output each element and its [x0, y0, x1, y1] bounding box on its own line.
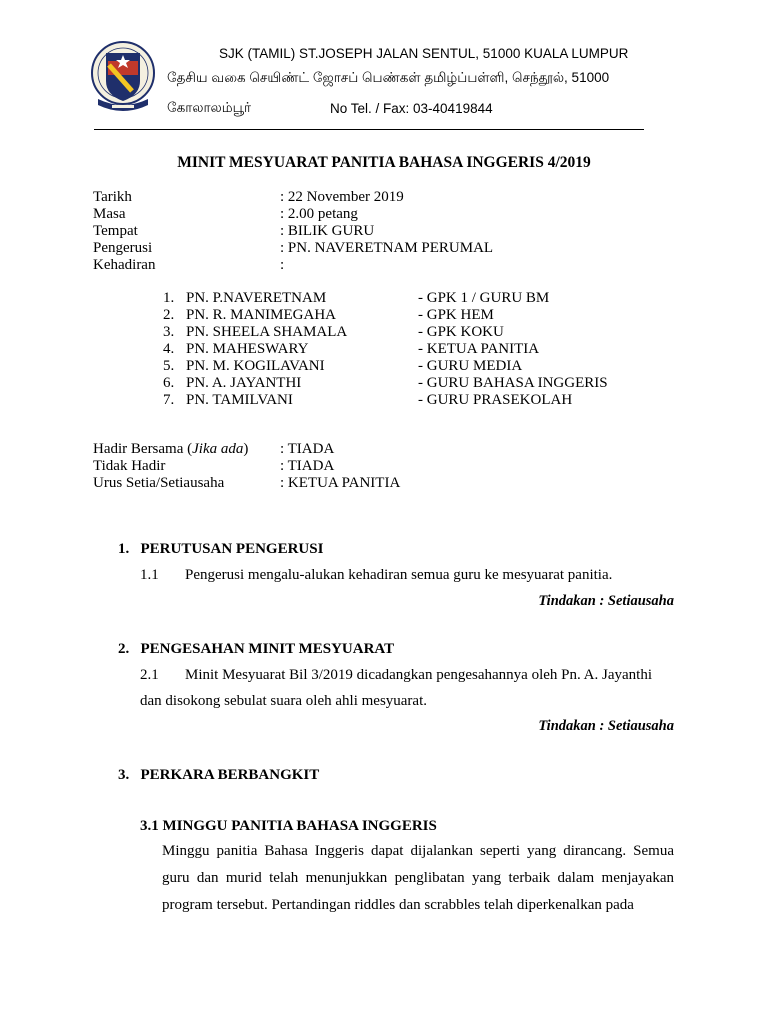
meta-value: : PN. NAVERETNAM PERUMAL — [280, 240, 494, 256]
meta-label: Kehadiran — [93, 257, 156, 273]
item-number: 6. — [163, 375, 175, 391]
subsection-heading: 3.1 MINGGU PANITIA BAHASA INGGERIS — [140, 818, 437, 834]
school-city-tamil: கோலாலம்பூர் — [167, 100, 252, 115]
meta-value: : TIADA — [280, 458, 335, 474]
school-crest-icon — [88, 35, 158, 119]
attendee-name: PN. MAHESWARY — [186, 341, 309, 357]
meta-label: Urus Setia/Setiausaha — [93, 475, 225, 491]
item-number: 2.1 — [140, 667, 159, 683]
meta-label: Pengerusi — [93, 240, 153, 256]
attendee-role: - GPK 1 / GURU BM — [418, 290, 550, 306]
attendee-role: - GURU MEDIA — [418, 358, 523, 374]
school-crest-logo — [88, 35, 158, 119]
label-italic-text: Jika ada — [192, 441, 244, 457]
document-title: MINIT MESYUARAT PANITIA BAHASA INGGERIS 4/2019 — [177, 154, 591, 171]
meta-value: : KETUA PANITIA — [280, 475, 401, 491]
attendee-role: - KETUA PANITIA — [418, 341, 540, 357]
action-note: Tindakan : Setiausaha — [538, 593, 674, 609]
item-number: 4. — [163, 341, 175, 357]
item-number: 1.1 — [140, 567, 159, 583]
item-number: 7. — [163, 392, 175, 408]
meta-value: : BILIK GURU — [280, 223, 375, 239]
attendee-name: PN. R. MANIMEGAHA — [186, 307, 337, 323]
label-text: Hadir Bersama ( — [93, 441, 193, 457]
meta-label: Masa — [93, 206, 126, 222]
attendee-name: PN. M. KOGILAVANI — [186, 358, 325, 374]
meta-label: Tarikh — [93, 189, 132, 205]
attendee-name: PN. A. JAYANTHI — [186, 375, 302, 391]
section-heading: 1. PERUTUSAN PENGERUSI — [118, 541, 324, 557]
meta-value: : 22 November 2019 — [280, 189, 404, 205]
section-heading: 3. PERKARA BERBANGKIT — [118, 767, 320, 783]
meta-value: : 2.00 petang — [280, 206, 358, 222]
attendee-name: PN. SHEELA SHAMALA — [186, 324, 348, 340]
label-text: ) — [243, 441, 249, 457]
attendee-role: - GURU PRASEKOLAH — [418, 392, 573, 408]
item-number: 2. — [163, 307, 175, 323]
attendee-role: - GURU BAHASA INGGERIS — [418, 375, 608, 391]
meta-label: Tempat — [93, 223, 138, 239]
attendee-role: - GPK KOKU — [418, 324, 504, 340]
section-heading: 2. PENGESAHAN MINIT MESYUARAT — [118, 641, 395, 657]
meta-value: : — [280, 257, 285, 273]
header-divider — [94, 129, 644, 130]
action-note: Tindakan : Setiausaha — [538, 718, 674, 734]
school-name-english: SJK (TAMIL) ST.JOSEPH JALAN SENTUL, 51000 KUALA LUMPUR — [219, 46, 629, 61]
item-number: 3. — [163, 324, 175, 340]
school-name-tamil: தேசிய வகை செயிண்ட் ஜோசப் பெண்கள் தமிழ்ப்பள்ளி, செந்தூல், 51000 — [167, 70, 610, 85]
item-number: 5. — [163, 358, 175, 374]
paragraph: Minggu panitia Bahasa Inggeris dapat dijalankan seperti yang dirancang. Semua guru dan murid telah menunjukkan penglibatan yang terbaik dalam menjayakan program tersebut. Pertandingan riddles dan scrabbles telah diperkenalkan pada — [162, 843, 674, 913]
meta-label: Tidak Hadir — [93, 458, 166, 474]
attendee-name: PN. TAMILVANI — [186, 392, 293, 408]
attendee-role: - GPK HEM — [418, 307, 494, 323]
item-text: Pengerusi mengalu-alukan kehadiran semua guru ke mesyuarat panitia. — [185, 567, 613, 583]
item-text-continued: dan disokong sebulat suara oleh ahli mesyuarat. — [140, 693, 428, 709]
item-number: 1. — [163, 290, 175, 306]
meta-label — [93, 441, 248, 458]
item-text: Minit Mesyuarat Bil 3/2019 dicadangkan pengesahannya oleh Pn. A. Jayanthi — [185, 667, 652, 683]
meta-value: : TIADA — [280, 441, 335, 457]
attendee-name: PN. P.NAVERETNAM — [186, 290, 327, 306]
school-phone: No Tel. / Fax: 03-40419844 — [330, 101, 493, 116]
